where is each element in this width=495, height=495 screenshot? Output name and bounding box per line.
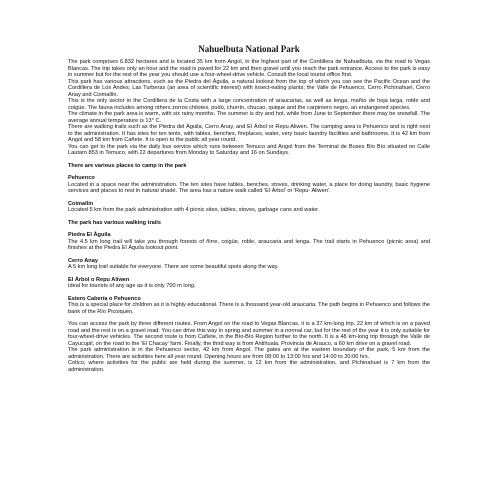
intro-paragraph: You can get to the park via the daily bus service which runs between Temuco and Angol from the Terminal de Buses Bío Bío situated on Calle Lautaro 853 in Temuco, with 22 departures from Monday to Saturday and 16 on Sundays.	[68, 143, 430, 156]
trail-name: Estero Cabería o Pehuenco	[68, 295, 141, 302]
trail-name: Piedra El Águila	[68, 232, 111, 238]
trail-description: This is a special place for children as it is highly educational. There is a thousand year-old araucaria. The path begins in Pehuenco and follows the bank of the Río Picoiquén.	[68, 302, 430, 315]
intro-paragraph: The climate in the park area is warm, with six rainy months. The summer is dry and hot, while from June to September there may be snowfall. The average annual temperature is 13° C.	[68, 111, 430, 124]
document-page	[68, 44, 430, 373]
access-paragraph: The park administration is in the Pehuenco sector, 42 km from Angol. The gates are at the eastern boundary of the park, 5 km from the administration. There are activities here all year round. Opening hours are from 08:00 to 13:00 hrs and 14:00 to 20:00 hrs.	[68, 347, 430, 360]
intro-paragraph: This park has various attractions, such as the Piedra del Águila, a natural lookout from the top of which you can see the Pacific Ocean and the Cordillera de Los Andes; Las Turberas (an area of scientific interest) with insect-eating plants; the Valle de Pehuenco, Cerro Pichinahuel, Cerro Anay and Coimallín.	[68, 78, 430, 98]
trail-name: El Árbol o Repu Aliwen	[68, 276, 130, 283]
trail-description: A 5 km long trail suitable for everyone. There are some beautiful spots along the way.	[68, 264, 279, 270]
access-paragraph: Cotico, where activities for the public are held during the summer, is 12 km from the administration, and Pichinahuel is 7 km from the administration.	[68, 360, 430, 373]
camp-section-heading: There are various places to camp in the park	[68, 162, 187, 169]
intro-paragraph: There are walking trails such as the Piedra del Águila, Cerro Anay, and El Árbol or Repu Aliwen. The camping area is Pehuenco and is right next to the administration. It has sites for ten tents, with tables, benches, fireplaces, water, very basic laundry facilities and bathrooms. It is 42 km from Angol and 58 km from Cañete. It is open to the public all year round.	[68, 124, 430, 143]
intro-paragraph: This is the only sector in the Cordillera de la Costa with a large concentration of araucarias, as well as lenga, mañío de hoja larga, roble and coigüe. The fauna includes among others zorros chilotes, pudú, churrín, chucao, quique and the carpintero negro, an endangered species.	[68, 98, 430, 111]
camp-description: Located 5 km from the park administration with 4 picnic sites, tables, stoves, garbage cans and water.	[68, 207, 320, 213]
access-paragraph: You can access the park by three different routes. From Angol on the road to Vegas Blancas, it is a 37 km-long trip, 22 km of which is on a paved road and the rest is on a gravel road. You can drive this way in spring and summer in a normal car, but for the rest of the year it is only suitable for four-wheel-drive vehicles. The second route is from Cañete, in the Bío-Bío Region further to the north. It is a 48 km-long trip through the Valle de Cayucupil, on the road to the 'El Chacay' farm. Finally, the third way is from Antihuala, Provincia de Arauco, a 60 km drive on a gravel road.	[68, 321, 430, 347]
trails-section-heading: The park has various walking trails	[68, 219, 161, 226]
trail-description: Ideal for tourists of any age as it is only 700 m long.	[68, 283, 196, 289]
trail-description: The 4.5 km long trail will take you through forests of ñirre, coigüe, roble, araucaria and lenga. The trail starts in Pehuenco (picnic area) and finishes at the Piedra El Águila lookout point.	[68, 238, 430, 251]
camp-name: Pehuenco	[68, 175, 95, 181]
intro-paragraph: The park comprises 6.832 hectares and is located 35 km from Angol, in the highest part of the Cordillera de Nahuelbuta, via the road to Vegas Blancas. The trip takes only an hour and the road is paved for 22 km and then gravel until you reach the park entrance. Access to the park is easy in summer but for the rest of the year you should use a four-wheel-drive vehicle. Consult the local tourist office first.	[68, 59, 430, 78]
document-title: Nahuelbuta National Park	[198, 44, 300, 54]
trail-name: Cerro Anay	[68, 257, 98, 264]
camp-description: Located in a space near the administration. The ten sites have tables, benches, stoves, drinking water, a place for doing laundry, basic hygiene services and places to rest in natural shade. The area has a nature walk called 'El Árbol' or 'Repu- Aliwen'.	[68, 181, 430, 194]
camp-name: Coimallín	[68, 200, 94, 207]
